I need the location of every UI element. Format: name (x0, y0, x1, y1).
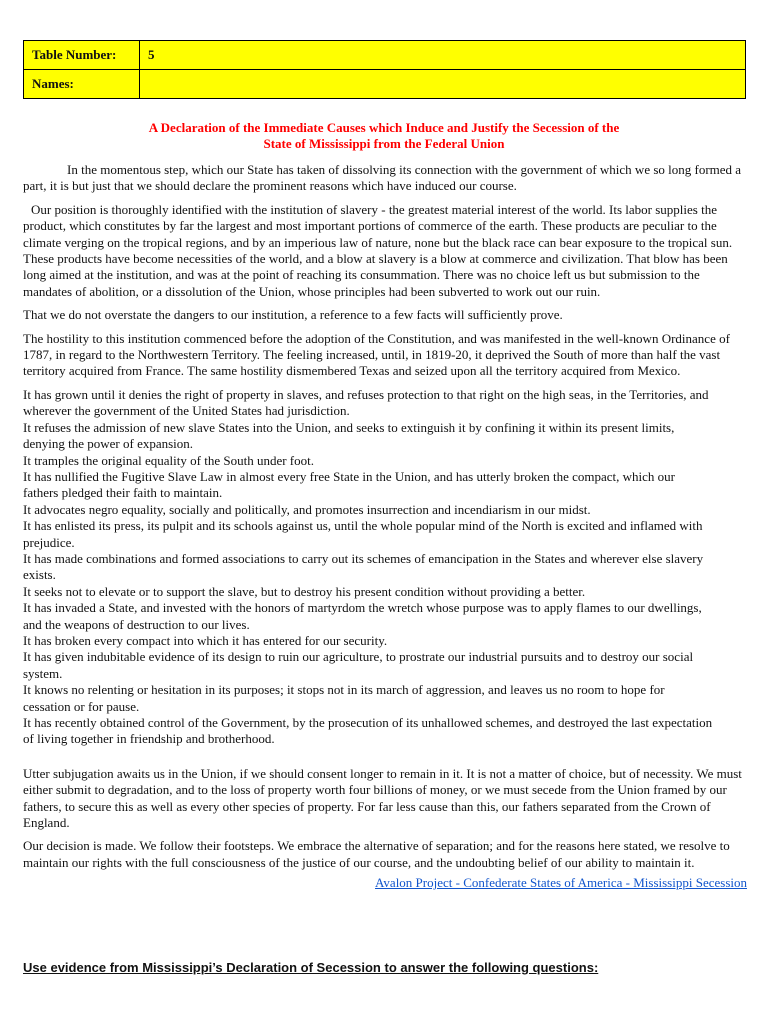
grievance-item: It knows no relenting or hesitation in its purposes; it stops not in its march of aggression, and leaves us no room to hope for cessation or for pause. (23, 682, 665, 714)
paragraph-decision: Our decision is made. We follow their footsteps. We embrace the alternative of separation; and for the reasons here stated, we resolve to maintain our rights with the full consciousness of the justice of our course, and the undoubting belief of our ability to maintain it. (23, 838, 730, 870)
table-number-value[interactable]: 5 (140, 41, 746, 70)
document-body (23, 162, 749, 892)
paragraph-position: Our position is thoroughly identified with the institution of slavery - the greatest material interest of the world. Its labor supplies the product, which constitutes by far the largest and most important portions of commerce of the earth. These products are peculiar to the climate verging on the tropical regions, and by an imperious law of nature, none but the black race can bear exposure to the tropical sun. These products have become necessities of the world, and a blow at slavery is a blow at commerce and civilization. That blow has been long aimed at the institution, and was at the point of reaching its consummation. There was no choice left us but submission to the mandates of abolition, or a dissolution of the Union, whose principles had been subverted to work out our ruin. (23, 201, 733, 299)
grievance-item: It tramples the original equality of the South under foot. (23, 452, 314, 468)
names-row (24, 70, 746, 99)
grievance-item: It refuses the admission of new slave States into the Union, and seeks to extinguish it by confining it within its present limits, denying the power of expansion. (23, 419, 675, 452)
grievance-item: It has made combinations and formed associations to carry out its schemes of emancipation in the States and wherever else slavery exists. (23, 550, 704, 583)
grievance-item: It seeks not to elevate or to support the slave, but to destroy his present condition without providing a better. (23, 583, 586, 599)
source-citation (23, 875, 749, 891)
grievance-item: It has recently obtained control of the Government, by the prosecution of its unhallowed schemes, and destroyed the last expectation of living together in friendship and brotherhood. (23, 715, 713, 747)
names-value[interactable] (140, 70, 746, 99)
title-line-2: State of Mississippi from the Federal Union (263, 136, 505, 151)
paragraph-hostility: The hostility to this institution commenced before the adoption of the Constitution, and was manifested in the well-known Ordinance of 1787, in regard to the Northwestern Territory. The feeling increased, until, in 1819-20, it deprived the South of more than half the vast territory acquired from France. The same hostility dismembered Texas and seized upon all the territory acquired from Mexico. (23, 330, 730, 379)
header-info-table (23, 40, 746, 99)
grievance-item: It has nullified the Fugitive Slave Law in almost every free State in the Union, and has utterly broken the compact, which our fathers pledged their faith to maintain. (23, 468, 675, 501)
grievance-item: It has enlisted its press, its pulpit and its schools against us, until the whole popular mind of the North is excited and inflamed with prejudice. (23, 518, 703, 550)
grievance-list (23, 387, 713, 748)
names-label: Names: (24, 70, 140, 99)
paragraph-facts: That we do not overstate the dangers to our institution, a reference to a few facts will sufficiently prove. (23, 307, 563, 323)
grievance-item: It has grown until it denies the right of property in slaves, and refuses protection to that right on the high seas, in the Territories, and wherever the government of the United States had jurisdiction. (23, 386, 709, 419)
source-link[interactable]: Avalon Project - Confederate States of America - Mississippi Secession (375, 875, 747, 891)
questions-heading: Use evidence from Mississippi’s Declaration of Secession to answer the following questions: (23, 960, 599, 975)
table-number-row (24, 41, 746, 70)
grievance-item: It advocates negro equality, socially and politically, and promotes insurrection and incendiarism in our midst. (23, 501, 591, 517)
grievance-item: It has given indubitable evidence of its design to ruin our agriculture, to prostrate our industrial pursuits and to destroy our social system. (23, 649, 694, 681)
grievance-item: It has invaded a State, and invested with the honors of martyrdom the wretch whose purpose was to apply flames to our dwellings, and the weapons of destruction to our lives. (23, 600, 702, 632)
paragraph-intro: In the momentous step, which our State has taken of dissolving its connection with the government of which we so long formed a part, it is but just that we should declare the prominent reasons which have induced our course. (23, 162, 742, 194)
title-line-1: A Declaration of the Immediate Causes which Induce and Justify the Secession of the (148, 120, 620, 135)
document-title (0, 120, 768, 152)
table-number-label: Table Number: (24, 41, 140, 70)
paragraph-subjugation: Utter subjugation awaits us in the Union, if we should consent longer to remain in it. It is not a matter of choice, but of necessity. We must either submit to degradation, and to the loss of property worth four billions of money, or we must secede from the Union framed by our fathers, to secure this as well as every other species of property. For far less cause than this, our fathers separated from the Crown of England. (23, 765, 742, 831)
grievance-item: It has broken every compact into which it has entered for our security. (23, 632, 388, 648)
